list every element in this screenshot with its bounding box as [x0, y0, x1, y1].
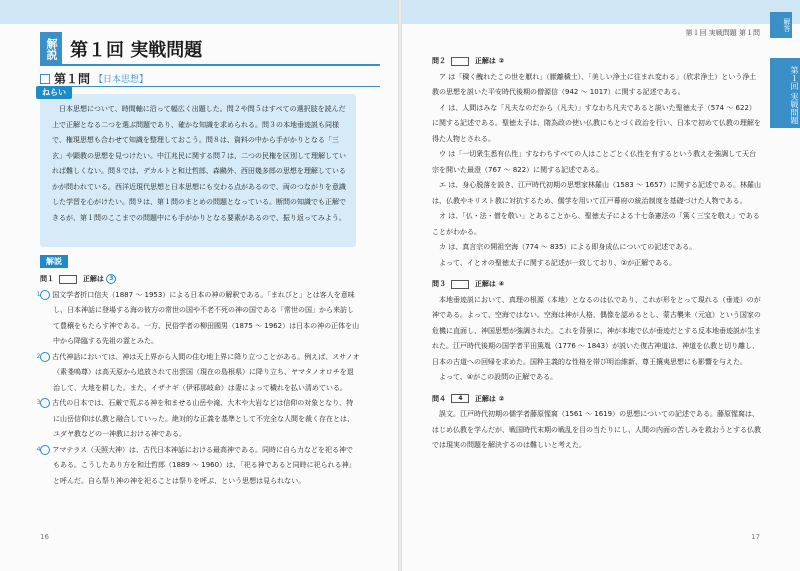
q3-answer-number: ④: [498, 280, 505, 288]
question-subject: 【日本思想】: [94, 75, 149, 85]
aim-box: [40, 94, 356, 247]
paragraph: エ は、身心脱落を説き、江戸時代初期の思想家林羅山（1583 ～ 1657）に関する記述である。林羅山は、仏教やキリスト教に対抗するため、儒学を用いて江戸幕府の統治制度を基礎づけた人物である。: [432, 181, 762, 205]
item-number: 2: [40, 352, 50, 362]
item-text: 古代の日本では、石厳で荒ぶる神を和ませる山岳や滝、大木や大岩などは信仰の対象となり、特に山岳信仰は仏教と融合していった。絶対的な正義を基準として不完全な人間を裁く存在とは、ユダヤ教などの一神教における神である。: [52, 399, 354, 438]
question-heading: [40, 70, 148, 87]
paragraph: よって、④がこの設問の正解である。: [439, 373, 558, 381]
item-number: 4: [40, 445, 50, 455]
q4-answer-number: ②: [498, 394, 505, 403]
aim-label: ねらい: [36, 86, 72, 99]
list-item: [36, 443, 360, 490]
q1-heading: [40, 272, 360, 288]
running-header: 第１回 実戦問題 第１問: [685, 29, 760, 37]
q4-answer-label: 正解は: [474, 394, 496, 403]
q3-heading: [432, 277, 762, 293]
paragraph: ア は「穢く醜れたこの世を厭れ」（厭離穢土）、「美しい浄土に往まれ変わる」（欣求浄土）という浄土教の思想を説いた平安時代後期の僧源信（942 ～ 1017）に関する記述である。: [432, 72, 757, 96]
q1-answer-label: 正解は: [82, 275, 104, 283]
paragraph: 本地垂迹説において、真理の根源（本地）となるのは仏であり、これが形をとって現れる（垂迹）のが神である。よって、空海ではない。空海は神が人格、偶像を認めるとし、蒙古襲来（元寇）という国家の危機に直面し、神国思想が強調された。これを背景に、神が本地で仏が垂迹だとする反本地垂迹説が生まれた。江戸時代後期の国学者平田篤胤（1776 ～ 1843）が説いた復古神道は、神道を仏教と切り離し、日本の古道への回帰を求めた。国粋主義的な性格を帯び明治維新、尊王攘夷思想にも影響を与えた。: [432, 295, 761, 366]
item-number: 3: [40, 398, 50, 408]
list-item: [36, 396, 360, 443]
q2-heading: [432, 54, 762, 70]
right-page: [402, 0, 800, 571]
page-title: 第１回 実戦問題: [70, 40, 203, 61]
section-tag: 解説: [40, 32, 62, 66]
q1-label: 問１: [40, 275, 54, 283]
list-item: [36, 350, 360, 397]
square-icon: [40, 74, 50, 84]
title-bar: [40, 32, 202, 66]
q2-answer-label: 正解は: [474, 57, 496, 65]
left-page: [0, 0, 398, 571]
paragraph: よって、イとオの聖徳太子に関する記述が一致しており、②が正解である。: [439, 258, 677, 267]
item-text: 国文学者折口信夫（1887 ～ 1953）による日本の神の解釈である。「まれびと」とは客人を意味し、日本神話に登場する海の彼方の常世の国や不老不死の神の国である「常世の国」から来訪して豊穣をもたらす神である。一方、民俗学者の柳田國男（1875 ～ 1962）は日本の神の正体を山中から降臨する先祖の霊とみた。: [52, 290, 360, 345]
paragraph: カ は、真言宗の開祖空海（774 ～ 835）による即身成仏についての記述である。: [439, 243, 697, 251]
q2-answer-number: ②: [498, 57, 505, 65]
q2-label: 問２: [432, 57, 446, 65]
side-tab: 第１回 実戦問題: [770, 58, 800, 128]
answer-box: [451, 280, 469, 289]
q4-heading: [432, 392, 762, 408]
list-item: [36, 288, 360, 350]
q4-label: 問４: [432, 394, 446, 403]
answer-box: 4: [451, 394, 469, 403]
answer-box: [59, 275, 77, 284]
aim-text: 日本思想について、時間軸に沿って幅広く出題した。問２や問５はすべての選択肢を読んだ上で正解となる二つを選ぶ問題であり、確かな知識を求められる。問３の本地垂迹説も同様で、権現思想も合わせて知識を整理しておこう。問８は、資料の中から手がかりとなる「三玄」や顕教の思想を見つけたい。中江兆民に関する問７は、二つの民権を区別して理解していれば難しくない。問８では、デカルトと和辻哲郎、森鷗外、西田幾多郎の思想を理解しているかが問われている。西洋近現代思想と日本思想にも交わる点があるので、両のつながりを意識した学習を心がけたい。問９は、第１問のまとめの問題となっている。断問の知識でも正解できるが、第１問のここまでの問題中にも手がかりとなる要素があるので、振り返ってみよう。: [52, 105, 346, 222]
page-number-left: 16: [40, 533, 49, 541]
title-rule: [40, 64, 380, 66]
q1-answer-number: 3: [106, 274, 116, 284]
q3-answer-label: 正解は: [474, 280, 496, 288]
paragraph: オ は、「仏・法・僧を敬い」とあることから、聖徳太子による十七条憲法の「篤く三宝を敬え」であることがわかる。: [432, 212, 760, 236]
question-rule: [40, 86, 380, 87]
question-number: 第１問: [54, 72, 91, 86]
answer-box: [451, 57, 469, 66]
right-explanation: [432, 52, 762, 454]
q3-label: 問３: [432, 280, 446, 288]
corner-tab: 解答: [770, 12, 792, 38]
page-number-right: 17: [751, 533, 760, 541]
paragraph: イ は、人間はみな「凡夫なのだから（凡夫）」すなわち凡夫であると説いた聖徳太子（574 ～ 622）に関する記述である。聖徳太子は、隋為政の使い仏教にもとづく政治を行い、日本で初めて仏教の理解を得た人物とされる。: [432, 103, 761, 143]
left-explanation: [36, 270, 360, 489]
paragraph: 誤文。江戸時代初期の儒学者藤原惺窩（1561 ～ 1619）の思想についての記述である。藤原惺窩は、はじめ仏教を学んだが、戦国時代末期の戦乱を目の当たりにし、人間の内面の苦しみを救おうとする仏教では現実の問題を解決するのは難しいと考えた。: [432, 410, 761, 449]
item-text: 古代神話においては、神は天上界から人間の住む地上界に降り立つことがある。例えば、スサノオ（素戔嗚尊）は高天原から追放されて出雲国（現在の島根県）に降り立ち、ヤマタノオロチを退治して、大地を耕した。また、イザナギ（伊邪那岐命）は妻によって穢れを払い清めている。: [52, 352, 360, 392]
kaisetsu-label: 解説: [40, 255, 68, 268]
item-number: 1: [40, 290, 50, 300]
paragraph: ウ は「一切衆生悉有仏性」すなわちすべての人はことごとく仏性を有するという教えを強調して天台宗を開いた最澄（767 ～ 822）に関する記述である。: [432, 150, 757, 174]
item-text: アマテラス（天照大神）は、古代日本神話における最高神である。同時に自ら力などを祀る神でもある。こうしたあり方を和辻哲郎（1889 ～ 1960）は、「祀る神であると同時に祀られる神」と呼んだ。自ら祭り神の神を祀ることは祭りを呼ぶ、という思想は見られない。: [52, 445, 356, 485]
